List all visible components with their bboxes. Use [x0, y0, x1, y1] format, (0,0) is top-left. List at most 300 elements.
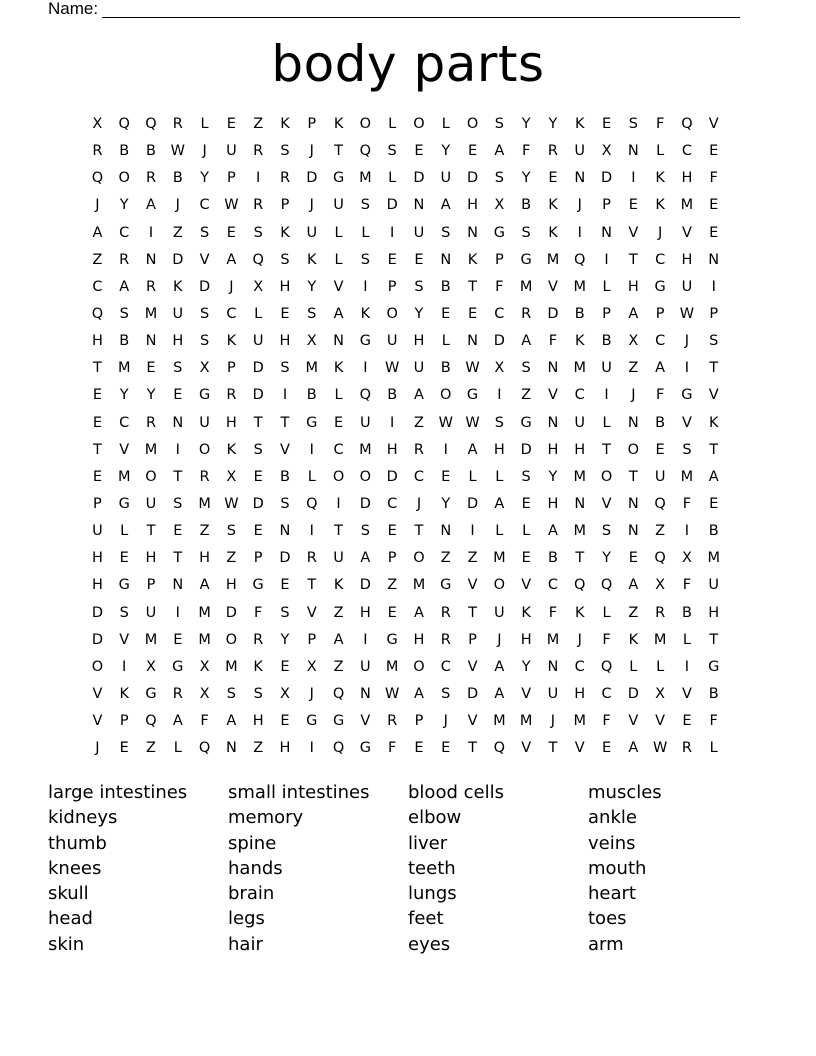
- grid-letter: W: [384, 360, 400, 377]
- grid-letter: Y: [602, 550, 611, 567]
- grid-letter: J: [175, 197, 180, 214]
- grid-letter: Y: [548, 468, 558, 485]
- grid-letter: K: [307, 251, 317, 268]
- grid-letter: J: [309, 197, 314, 214]
- grid-letter: G: [708, 658, 720, 675]
- grid-letter: Q: [145, 713, 157, 730]
- word-list-item: thumb: [48, 832, 107, 854]
- grid-letter: K: [708, 414, 719, 431]
- grid-letter: L: [388, 170, 397, 187]
- grid-letter: D: [252, 495, 264, 512]
- grid-letter: A: [226, 713, 237, 730]
- grid-letter: G: [198, 387, 211, 404]
- grid-letter: J: [550, 713, 556, 730]
- grid-letter: F: [709, 713, 718, 730]
- grid-letter: N: [440, 251, 452, 268]
- grid-letter: I: [390, 224, 395, 241]
- grid-letter: F: [521, 143, 531, 160]
- grid-letter: N: [547, 414, 559, 431]
- grid-letter: A: [414, 604, 424, 621]
- word-list-item: mouth: [588, 857, 647, 879]
- grid-letter: I: [711, 278, 716, 295]
- grid-letter: E: [92, 387, 102, 404]
- grid-letter: D: [199, 278, 211, 295]
- grid-letter: T: [468, 604, 477, 621]
- grid-letter: E: [280, 713, 290, 730]
- grid-letter: Z: [253, 740, 264, 757]
- grid-letter: E: [226, 224, 236, 241]
- word-list-item: head: [48, 908, 93, 930]
- grid-letter: P: [468, 631, 477, 648]
- grid-letter: E: [92, 468, 102, 485]
- grid-letter: Q: [574, 251, 586, 268]
- grid-letter: I: [497, 387, 502, 404]
- grid-letter: V: [199, 251, 210, 268]
- grid-letter: R: [145, 278, 157, 295]
- grid-letter: D: [520, 441, 532, 458]
- grid-letter: D: [172, 251, 184, 268]
- grid-letter: C: [413, 468, 425, 485]
- grid-letter: K: [655, 197, 665, 214]
- grid-letter: E: [414, 251, 424, 268]
- grid-letter: H: [359, 604, 371, 621]
- grid-letter: L: [388, 116, 397, 132]
- grid-letter: R: [253, 143, 264, 160]
- grid-letter: T: [628, 251, 638, 268]
- grid-letter: A: [414, 685, 424, 702]
- grid-letter: T: [709, 631, 719, 648]
- grid-letter: O: [413, 116, 425, 132]
- grid-letter: Z: [92, 251, 103, 268]
- grid-letter: A: [628, 577, 639, 594]
- grid-letter: G: [520, 414, 532, 431]
- grid-letter: P: [146, 577, 156, 594]
- word-list-item: elbow: [408, 807, 462, 829]
- grid-letter: U: [333, 197, 344, 214]
- grid-letter: S: [173, 360, 183, 377]
- grid-letter: G: [386, 631, 398, 648]
- grid-letter: R: [145, 414, 157, 431]
- grid-letter: P: [280, 197, 290, 214]
- grid-letter: H: [547, 441, 559, 458]
- grid-letter: A: [494, 658, 505, 675]
- grid-letter: O: [91, 658, 104, 675]
- grid-letter: Q: [198, 740, 211, 757]
- grid-letter: H: [252, 713, 264, 730]
- grid-letter: T: [92, 360, 102, 377]
- grid-letter: Q: [654, 495, 666, 512]
- grid-letter: S: [494, 414, 504, 431]
- grid-letter: H: [91, 333, 103, 350]
- grid-letter: X: [494, 197, 505, 214]
- grid-letter: V: [119, 631, 130, 648]
- grid-letter: T: [334, 143, 343, 160]
- grid-letter: Y: [119, 197, 129, 214]
- grid-letter: P: [387, 550, 397, 567]
- grid-letter: M: [493, 713, 506, 730]
- grid-letter: U: [360, 414, 371, 431]
- grid-letter: N: [547, 360, 559, 377]
- grid-letter: L: [120, 523, 129, 540]
- word-list-item: memory: [228, 807, 304, 829]
- grid-letter: Y: [119, 387, 129, 404]
- grid-letter: M: [412, 577, 426, 594]
- grid-letter: D: [600, 170, 613, 187]
- grid-letter: J: [657, 224, 663, 241]
- grid-letter: I: [336, 495, 341, 512]
- grid-letter: Z: [521, 387, 532, 404]
- grid-letter: U: [360, 658, 371, 675]
- grid-letter: A: [628, 740, 639, 757]
- grid-letter: P: [602, 197, 611, 214]
- grid-letter: M: [198, 604, 211, 621]
- word-list-item: skin: [48, 933, 85, 955]
- grid-letter: Z: [628, 604, 639, 621]
- grid-letter: K: [280, 224, 290, 241]
- grid-letter: C: [574, 387, 585, 404]
- grid-letter: S: [601, 523, 612, 540]
- grid-letter: Y: [146, 387, 156, 404]
- grid-letter: A: [708, 468, 719, 485]
- grid-letter: R: [199, 468, 210, 485]
- grid-letter: U: [547, 685, 559, 702]
- grid-letter: O: [359, 116, 372, 132]
- grid-letter: L: [334, 387, 343, 404]
- grid-letter: J: [631, 387, 636, 404]
- grid-letter: K: [253, 658, 263, 675]
- grid-letter: K: [226, 441, 237, 458]
- grid-letter: V: [547, 387, 558, 404]
- name-field-row: [48, 0, 740, 18]
- grid-letter: N: [145, 333, 157, 350]
- grid-letter: S: [280, 251, 290, 268]
- grid-letter: D: [91, 604, 103, 621]
- grid-letter: V: [521, 577, 532, 594]
- grid-letter: P: [307, 631, 317, 648]
- grid-letter: L: [307, 468, 316, 485]
- grid-letter: I: [470, 523, 475, 540]
- grid-letter: E: [628, 197, 638, 214]
- grid-letter: Q: [252, 251, 264, 268]
- grid-letter: W: [438, 414, 453, 431]
- grid-letter: D: [279, 550, 291, 567]
- grid-letter: N: [574, 170, 586, 187]
- grid-letter: E: [467, 143, 478, 160]
- grid-letter: I: [148, 224, 154, 241]
- grid-letter: C: [574, 658, 585, 675]
- grid-letter: C: [119, 414, 130, 431]
- grid-letter: U: [413, 360, 425, 377]
- grid-letter: H: [681, 251, 693, 268]
- grid-letter: J: [309, 143, 314, 160]
- grid-letter: S: [441, 224, 451, 241]
- grid-letter: F: [655, 116, 665, 132]
- grid-letter: L: [254, 305, 263, 322]
- grid-letter: E: [521, 495, 531, 512]
- grid-letter: A: [440, 197, 451, 214]
- grid-letter: C: [119, 224, 130, 241]
- grid-letter: B: [280, 468, 290, 485]
- grid-letter: C: [601, 685, 612, 702]
- grid-letter: D: [547, 305, 559, 322]
- grid-letter: I: [175, 604, 180, 621]
- grid-letter: C: [440, 658, 451, 675]
- grid-letter: L: [441, 116, 450, 132]
- grid-letter: Z: [172, 224, 183, 241]
- grid-letter: B: [708, 685, 719, 702]
- grid-letter: N: [547, 658, 559, 675]
- grid-letter: C: [333, 441, 344, 458]
- grid-letter: O: [413, 550, 425, 567]
- grid-letter: R: [547, 143, 558, 160]
- grid-letter: U: [681, 278, 693, 295]
- grid-letter: G: [520, 251, 532, 268]
- grid-letter: R: [226, 387, 237, 404]
- grid-letter: P: [494, 251, 504, 268]
- grid-letter: D: [466, 685, 479, 702]
- word-list-item: feet: [408, 908, 444, 930]
- grid-letter: D: [359, 577, 371, 594]
- word-list-item: legs: [228, 908, 265, 930]
- grid-letter: Q: [118, 116, 130, 132]
- grid-letter: V: [681, 414, 692, 431]
- grid-letter: X: [306, 333, 317, 350]
- grid-letter: K: [119, 685, 129, 702]
- grid-letter: V: [628, 713, 639, 730]
- grid-letter: U: [226, 143, 237, 160]
- grid-letter: D: [413, 170, 425, 187]
- grid-letter: S: [199, 224, 210, 241]
- grid-letter: C: [547, 577, 558, 594]
- grid-letter: Z: [655, 523, 666, 540]
- grid-letter: H: [413, 333, 425, 350]
- grid-letter: S: [682, 441, 692, 458]
- grid-letter: V: [708, 116, 719, 132]
- grid-letter: M: [546, 251, 560, 268]
- grid-letter: H: [547, 495, 559, 512]
- grid-letter: A: [199, 577, 210, 594]
- grid-letter: E: [387, 523, 397, 540]
- grid-letter: H: [279, 278, 291, 295]
- grid-letter: X: [253, 278, 264, 295]
- grid-letter: G: [332, 170, 345, 187]
- grid-letter: Y: [521, 658, 531, 675]
- grid-letter: A: [494, 495, 505, 512]
- grid-letter: U: [494, 604, 505, 621]
- grid-letter: N: [627, 414, 639, 431]
- grid-letter: I: [363, 278, 368, 295]
- grid-letter: F: [602, 631, 611, 648]
- grid-letter: V: [574, 740, 585, 757]
- grid-letter: E: [441, 740, 451, 757]
- grid-letter: T: [468, 740, 477, 757]
- grid-letter: Q: [654, 550, 666, 567]
- grid-letter: L: [495, 468, 504, 485]
- grid-letter: Q: [600, 577, 613, 594]
- grid-letter: O: [145, 468, 157, 485]
- grid-letter: U: [252, 333, 264, 350]
- grid-letter: M: [546, 631, 560, 648]
- grid-letter: M: [305, 360, 319, 377]
- grid-letter: S: [628, 116, 638, 132]
- grid-letter: N: [601, 224, 612, 241]
- grid-letter: H: [520, 631, 532, 648]
- word-list-item: spine: [228, 832, 277, 854]
- grid-letter: X: [226, 468, 237, 485]
- grid-letter: L: [602, 278, 611, 295]
- grid-letter: Q: [91, 305, 104, 322]
- grid-letter: N: [627, 523, 639, 540]
- grid-letter: N: [467, 333, 478, 350]
- grid-letter: L: [468, 468, 477, 485]
- grid-letter: N: [279, 523, 291, 540]
- grid-letter: V: [681, 685, 692, 702]
- grid-letter: G: [359, 333, 371, 350]
- grid-letter: S: [199, 333, 210, 350]
- grid-letter: B: [119, 143, 130, 160]
- grid-letter: W: [679, 305, 695, 322]
- grid-letter: H: [145, 550, 157, 567]
- grid-letter: S: [387, 143, 397, 160]
- grid-letter: A: [92, 224, 103, 241]
- word-list-item: large intestines: [48, 782, 188, 803]
- grid-letter: I: [390, 414, 395, 431]
- grid-letter: H: [681, 170, 693, 187]
- grid-letter: L: [334, 224, 343, 241]
- word-list-item: teeth: [408, 857, 456, 879]
- grid-letter: B: [547, 550, 558, 567]
- grid-letter: S: [360, 251, 370, 268]
- grid-letter: E: [467, 305, 478, 322]
- grid-letter: U: [145, 495, 157, 512]
- grid-letter: U: [386, 333, 398, 350]
- grid-letter: H: [172, 333, 184, 350]
- grid-letter: P: [227, 360, 236, 377]
- grid-letter: M: [493, 550, 506, 567]
- grid-letter: G: [332, 713, 345, 730]
- grid-letter: U: [172, 305, 184, 322]
- grid-letter: C: [387, 495, 398, 512]
- grid-letter: Z: [387, 577, 398, 594]
- grid-letter: N: [708, 251, 720, 268]
- grid-letter: B: [440, 360, 451, 377]
- grid-letter: A: [360, 550, 371, 567]
- grid-letter: A: [226, 251, 237, 268]
- grid-letter: N: [413, 197, 425, 214]
- grid-letter: S: [253, 685, 263, 702]
- grid-letter: T: [92, 441, 102, 458]
- grid-letter: P: [602, 305, 611, 322]
- grid-letter: I: [363, 631, 368, 648]
- name-write-line[interactable]: [102, 2, 740, 18]
- grid-letter: S: [226, 685, 236, 702]
- grid-letter: E: [601, 740, 612, 757]
- grid-letter: L: [173, 740, 182, 757]
- grid-letter: E: [253, 468, 263, 485]
- grid-letter: K: [548, 224, 558, 241]
- grid-letter: A: [146, 197, 156, 214]
- grid-letter: Y: [441, 495, 451, 512]
- grid-letter: S: [253, 224, 263, 241]
- grid-letter: M: [117, 468, 131, 485]
- grid-letter: B: [172, 170, 183, 187]
- word-list-item: eyes: [408, 933, 451, 955]
- grid-letter: J: [443, 713, 448, 730]
- grid-letter: R: [413, 441, 424, 458]
- word-list-item: ankle: [588, 807, 637, 829]
- grid-letter: G: [118, 577, 130, 594]
- grid-letter: R: [119, 251, 130, 268]
- grid-letter: E: [173, 631, 183, 648]
- grid-letter: D: [306, 170, 318, 187]
- grid-letter: U: [145, 604, 157, 621]
- grid-letter: F: [200, 713, 209, 730]
- grid-letter: A: [494, 685, 505, 702]
- grid-letter: Q: [91, 170, 104, 187]
- grid-letter: Y: [521, 170, 531, 187]
- grid-letter: L: [441, 333, 450, 350]
- grid-letter: A: [172, 713, 183, 730]
- grid-letter: V: [333, 278, 344, 295]
- grid-letter: J: [95, 197, 100, 214]
- word-list-item: hands: [228, 857, 283, 879]
- grid-letter: E: [146, 360, 156, 377]
- grid-letter: O: [413, 658, 425, 675]
- grid-letter: V: [467, 577, 478, 594]
- grid-letter: N: [225, 740, 237, 757]
- grid-letter: H: [225, 577, 237, 594]
- grid-letter: I: [309, 740, 314, 757]
- grid-letter: L: [709, 740, 718, 757]
- grid-letter: P: [227, 170, 236, 187]
- grid-letter: J: [95, 740, 100, 757]
- grid-letter: Z: [333, 604, 344, 621]
- word-list-item: blood cells: [408, 782, 504, 803]
- grid-letter: I: [282, 387, 288, 404]
- grid-letter: J: [577, 631, 582, 648]
- grid-letter: O: [600, 468, 613, 485]
- grid-letter: X: [628, 333, 639, 350]
- grid-letter: I: [363, 360, 368, 377]
- grid-letter: A: [467, 441, 478, 458]
- grid-letter: B: [574, 305, 585, 322]
- grid-letter: I: [684, 658, 690, 675]
- grid-letter: P: [387, 278, 397, 295]
- grid-letter: X: [681, 550, 692, 567]
- grid-letter: I: [604, 251, 609, 268]
- grid-letter: U: [199, 414, 210, 431]
- grid-letter: T: [280, 414, 290, 431]
- grid-letter: F: [548, 333, 558, 350]
- grid-letter: X: [655, 685, 666, 702]
- grid-letter: M: [385, 658, 399, 675]
- word-list-item: knees: [48, 857, 102, 879]
- grid-letter: L: [656, 658, 665, 675]
- grid-letter: H: [493, 441, 505, 458]
- grid-letter: E: [414, 143, 424, 160]
- grid-letter: N: [359, 685, 371, 702]
- grid-letter: V: [360, 713, 371, 730]
- grid-letter: D: [359, 495, 371, 512]
- grid-letter: T: [709, 360, 719, 377]
- grid-letter: H: [199, 550, 211, 567]
- grid-letter: C: [681, 143, 692, 160]
- grid-letter: B: [708, 523, 719, 540]
- grid-letter: M: [198, 631, 211, 648]
- grid-letter: T: [602, 441, 611, 458]
- grid-letter: S: [280, 360, 290, 377]
- grid-letter: H: [279, 740, 291, 757]
